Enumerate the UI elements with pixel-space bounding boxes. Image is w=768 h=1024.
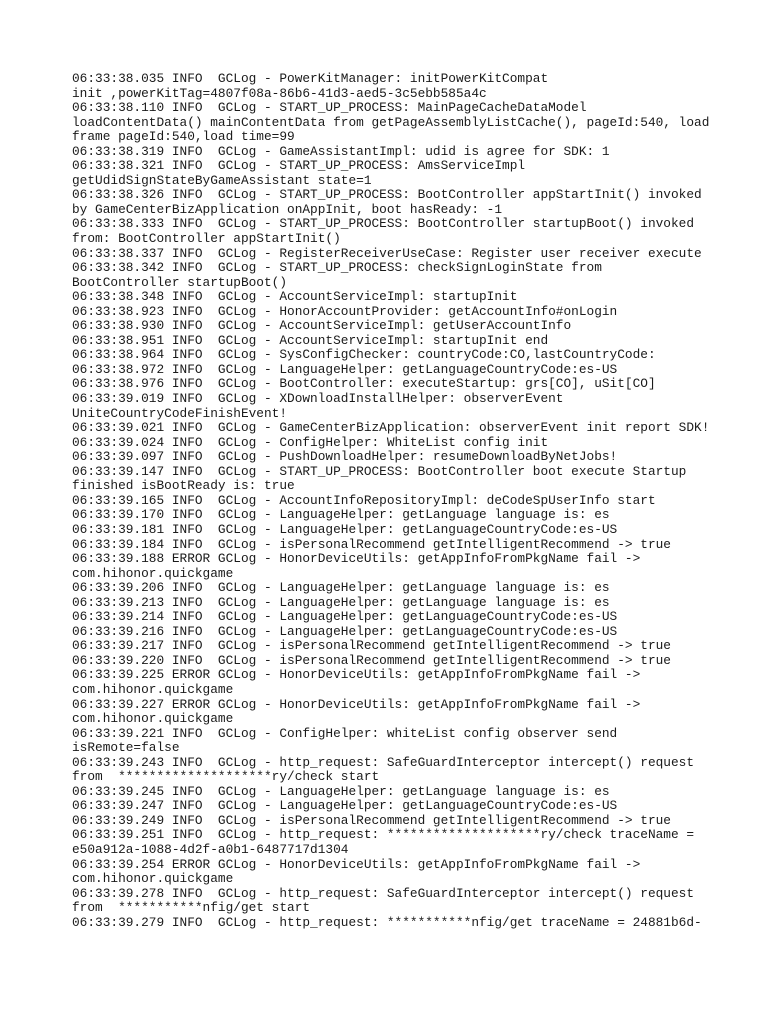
log-line: com.hihonor.quickgame [72,681,234,697]
log-line: 06:33:39.147 INFO GCLog - START_UP_PROCESS: BootController boot execute Startup [72,463,687,479]
log-line: 06:33:39.225 ERROR GCLog - HonorDeviceUtils: getAppInfoFromPkgName fail -> [72,667,641,683]
log-line: 06:33:39.221 INFO GCLog - ConfigHelper: whiteList config observer send [72,725,618,741]
log-line: 06:33:38.342 INFO GCLog - START_UP_PROCESS: checkSignLoginState from [72,260,602,276]
log-line: 06:33:39.278 INFO GCLog - http_request: SafeGuardInterceptor intercept() request [72,885,695,901]
log-line: e50a912a-1088-4d2f-a0b1-6487717d1304 [72,841,349,857]
log-line: 06:33:39.227 ERROR GCLog - HonorDeviceUtils: getAppInfoFromPkgName fail -> [72,696,641,712]
log-line: from: BootController appStartInit() [72,231,341,247]
log-line: 06:33:38.333 INFO GCLog - START_UP_PROCESS: BootController startupBoot() invoked [72,216,695,232]
log-line: 06:33:38.337 INFO GCLog - RegisterReceiverUseCase: Register user receiver execute [72,245,702,261]
log-line: 06:33:39.251 INFO GCLog - http_request: ********************ry/check traceName = [72,827,695,843]
log-line: 06:33:38.319 INFO GCLog - GameAssistantImpl: udid is agree for SDK: 1 [72,143,610,159]
log-line: 06:33:39.170 INFO GCLog - LanguageHelper: getLanguage language is: es [72,507,610,523]
log-line: 06:33:39.188 ERROR GCLog - HonorDeviceUtils: getAppInfoFromPkgName fail -> [72,551,641,567]
log-line: 06:33:39.019 INFO GCLog - XDownloadInstallHelper: observerEvent [72,391,564,407]
log-line: 06:33:38.110 INFO GCLog - START_UP_PROCESS: MainPageCacheDataModel [72,100,587,116]
log-line: 06:33:39.247 INFO GCLog - LanguageHelper: getLanguageCountryCode:es-US [72,798,618,814]
log-line: 06:33:39.024 INFO GCLog - ConfigHelper: WhiteList config init [72,434,549,450]
log-line: 06:33:38.348 INFO GCLog - AccountServiceImpl: startupInit [72,289,518,305]
log-line: 06:33:39.217 INFO GCLog - isPersonalRecommend getIntelligentRecommend -> true [72,638,671,654]
log-line: 06:33:39.245 INFO GCLog - LanguageHelper: getLanguage language is: es [72,783,610,799]
log-line: 06:33:39.213 INFO GCLog - LanguageHelper: getLanguage language is: es [72,594,610,610]
log-line: 06:33:38.930 INFO GCLog - AccountServiceImpl: getUserAccountInfo [72,318,572,334]
log-line: 06:33:39.021 INFO GCLog - GameCenterBizApplication: observerEvent init report SDK! [72,420,710,436]
log-line: 06:33:39.097 INFO GCLog - PushDownloadHelper: resumeDownloadByNetJobs! [72,449,618,465]
log-line: com.hihonor.quickgame [72,871,234,887]
log-line: 06:33:38.976 INFO GCLog - BootController: executeStartup: grs[CO], uSit[CO] [72,376,656,392]
log-line: 06:33:39.249 INFO GCLog - isPersonalRecommend getIntelligentRecommend -> true [72,812,671,828]
log-line: finished isBootReady is: true [72,478,295,494]
log-line: 06:33:39.181 INFO GCLog - LanguageHelper: getLanguageCountryCode:es-US [72,521,618,537]
log-line: 06:33:39.279 INFO GCLog - http_request: ***********nfig/get traceName = 24881b6d- [72,914,702,930]
log-line: UniteCountryCodeFinishEvent! [72,405,288,421]
log-line: 06:33:38.972 INFO GCLog - LanguageHelper: getLanguageCountryCode:es-US [72,361,618,377]
log-line: com.hihonor.quickgame [72,711,234,727]
log-line: init ,powerKitTag=4807f08a-86b6-41d3-aed5-3c5ebb585a4c [72,85,487,101]
log-line: 06:33:38.326 INFO GCLog - START_UP_PROCESS: BootController appStartInit() invoked [72,187,702,203]
log-line: 06:33:39.214 INFO GCLog - LanguageHelper: getLanguageCountryCode:es-US [72,609,618,625]
log-line: 06:33:39.165 INFO GCLog - AccountInfoRepositoryImpl: deCodeSpUserInfo start [72,492,656,508]
log-line: from ***********nfig/get start [72,900,311,916]
log-line: 06:33:39.206 INFO GCLog - LanguageHelper: getLanguage language is: es [72,580,610,596]
log-line: 06:33:38.923 INFO GCLog - HonorAccountProvider: getAccountInfo#onLogin [72,303,618,319]
log-text-body [72,72,712,930]
log-line: getUdidSignStateByGameAssistant state=1 [72,172,372,188]
log-line: from ********************ry/check start [72,769,380,785]
log-line: by GameCenterBizApplication onAppInit, boot hasReady: -1 [72,201,503,217]
log-line: isRemote=false [72,740,180,756]
log-line: BootController startupBoot() [72,274,288,290]
log-line: 06:33:38.035 INFO GCLog - PowerKitManager: initPowerKitCompat [72,71,549,86]
log-line: 06:33:39.184 INFO GCLog - isPersonalRecommend getIntelligentRecommend -> true [72,536,671,552]
log-line: 06:33:38.964 INFO GCLog - SysConfigChecker: countryCode:CO,lastCountryCode: [72,347,656,363]
log-line: 06:33:38.951 INFO GCLog - AccountServiceImpl: startupInit end [72,332,549,348]
log-line: 06:33:38.321 INFO GCLog - START_UP_PROCESS: AmsServiceImpl [72,158,526,174]
log-line: frame pageId:540,load time=99 [72,129,295,145]
log-line: 06:33:39.220 INFO GCLog - isPersonalRecommend getIntelligentRecommend -> true [72,652,671,668]
log-line: 06:33:39.216 INFO GCLog - LanguageHelper: getLanguageCountryCode:es-US [72,623,618,639]
log-line: 06:33:39.254 ERROR GCLog - HonorDeviceUtils: getAppInfoFromPkgName fail -> [72,856,641,872]
log-line: 06:33:39.243 INFO GCLog - http_request: SafeGuardInterceptor intercept() request [72,754,695,770]
log-line: com.hihonor.quickgame [72,565,234,581]
log-line: loadContentData() mainContentData from getPageAssemblyListCache(), pageId:540, load [72,114,710,130]
